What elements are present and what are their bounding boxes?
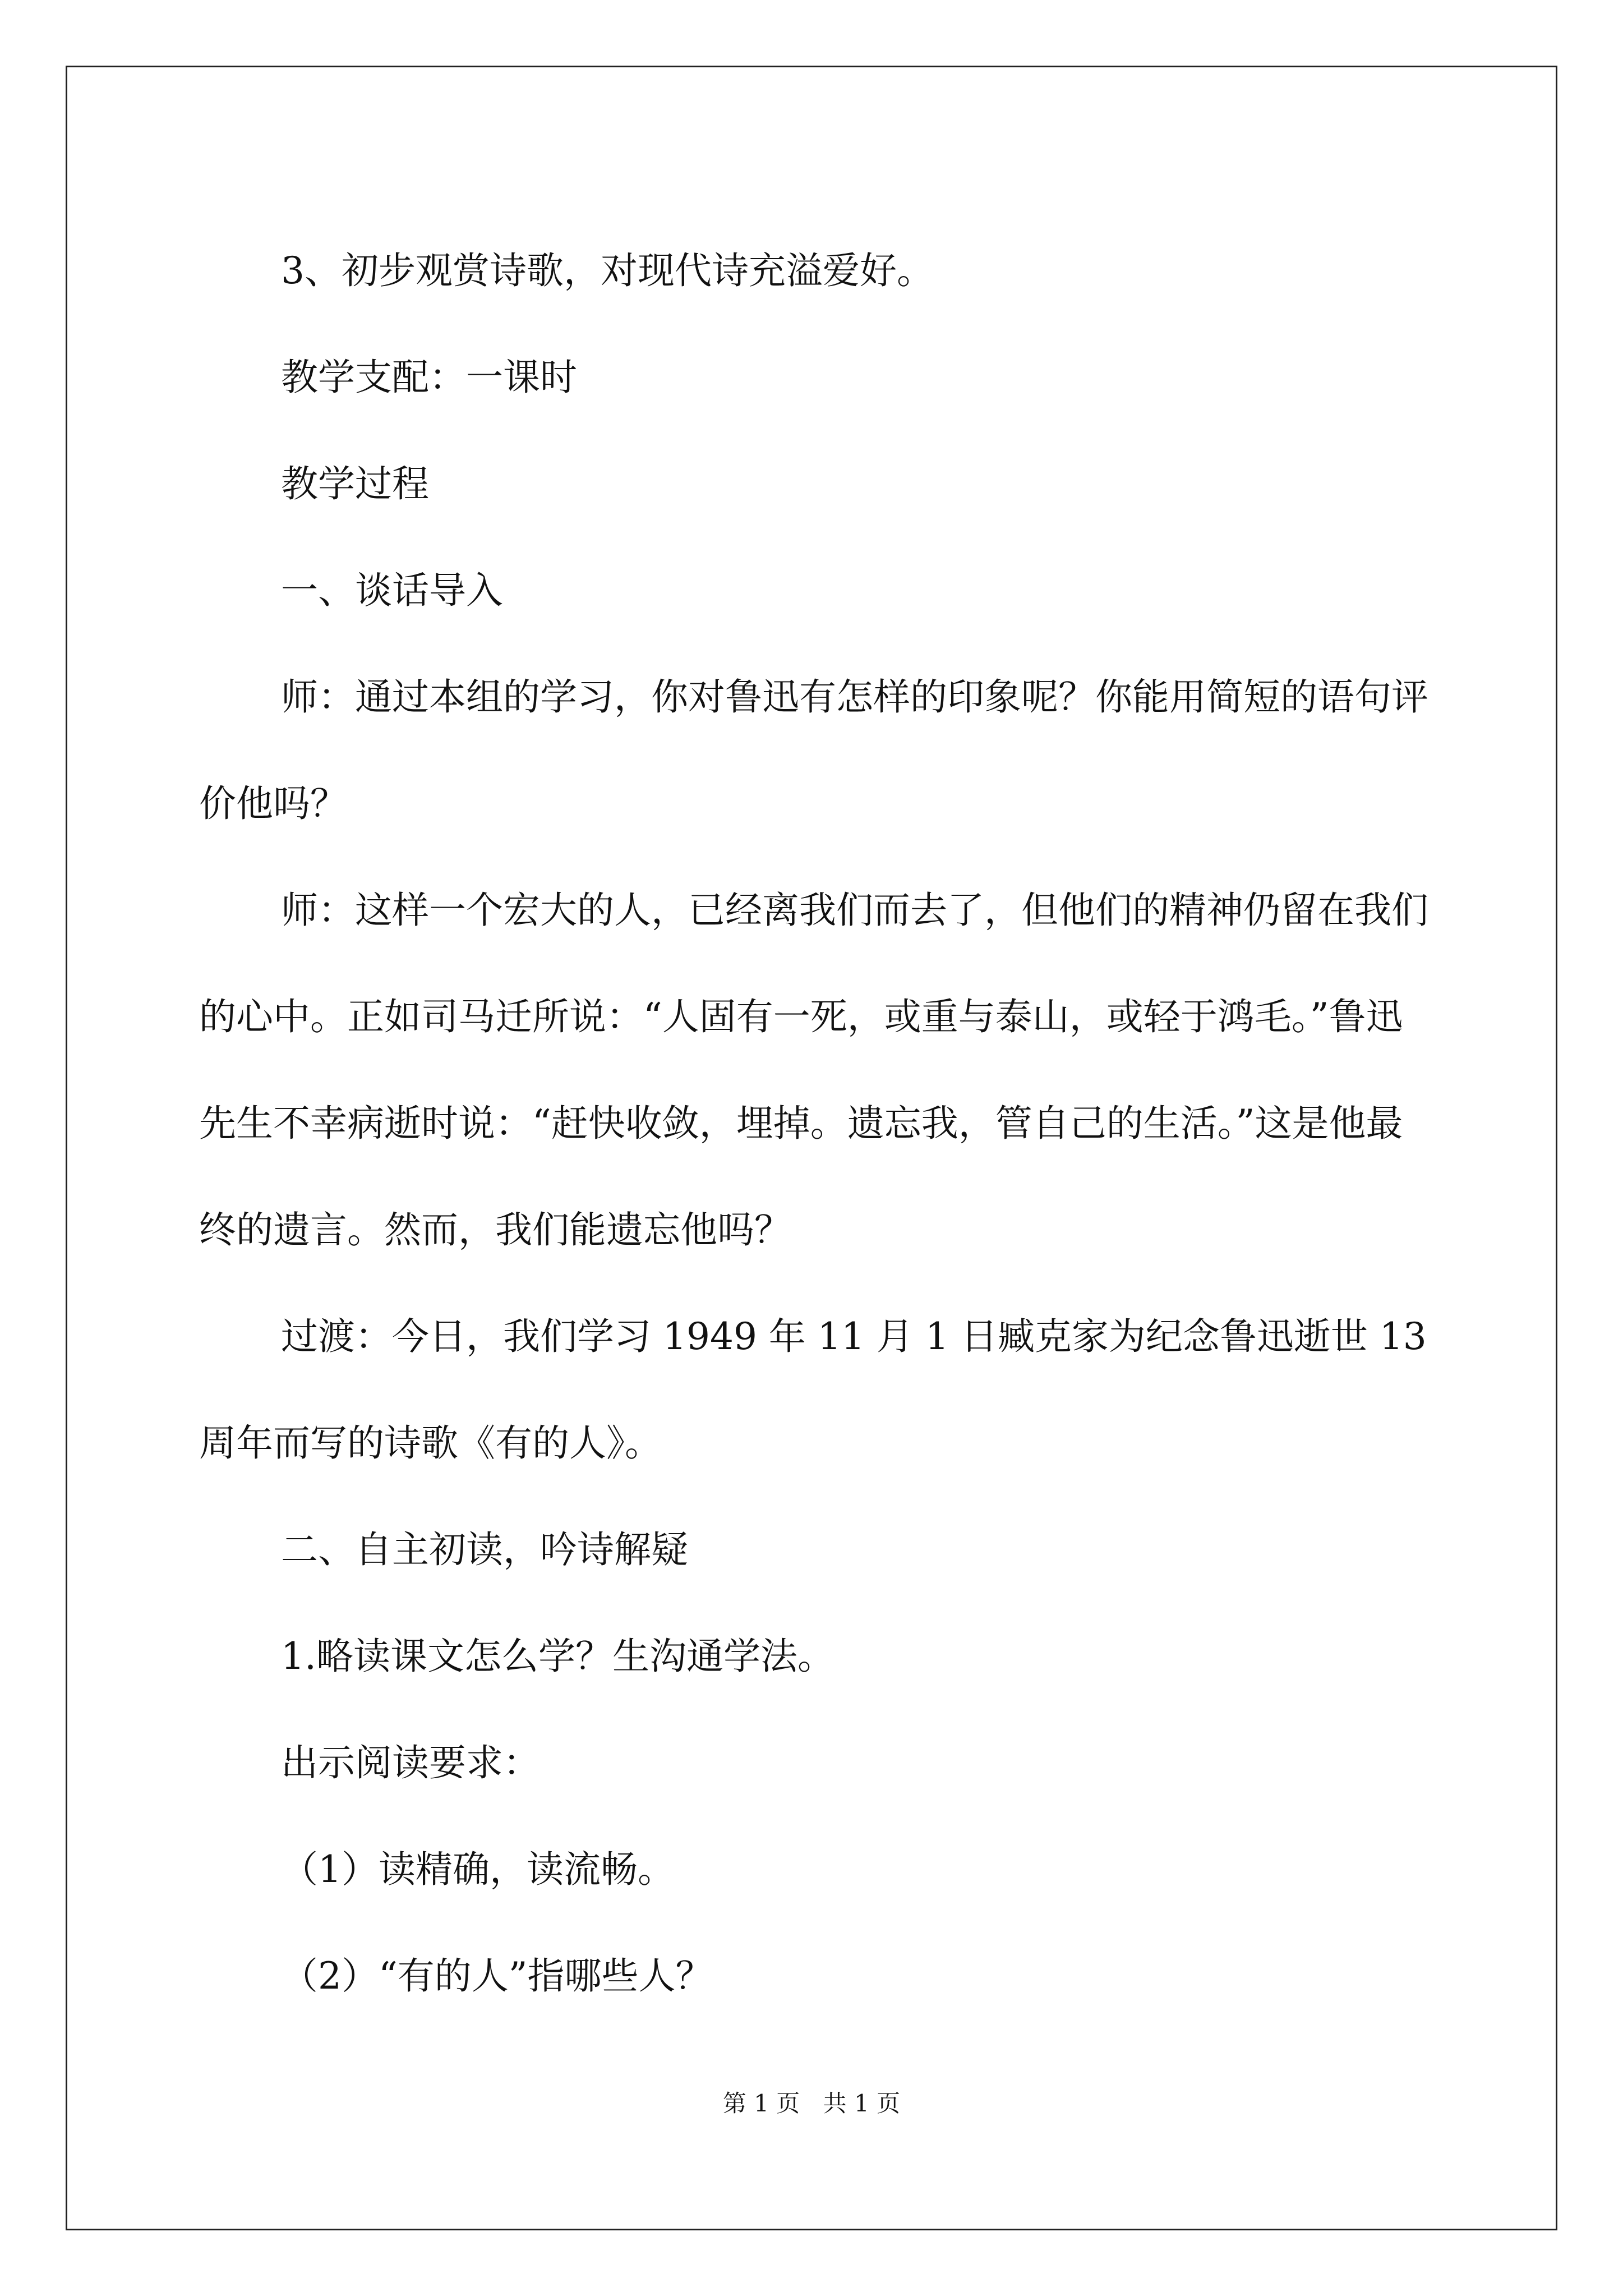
page-total: 共 1 页 — [823, 2090, 901, 2117]
paragraph-teacher-remarks: 师：这样一个宏大的人，已经离我们而去了，但他们的精神仍留在我们的心中。正如司马迁所说：“人固有一死，或重与泰山，或轻于鸿毛。”鲁迅先生不幸病逝时说：“赶快收敛，埋掉。遗忘我，管自己的生活。”这是他最终的遗言。然而，我们能遗忘他吗？ — [199, 889, 1428, 1251]
list-item-requirement-1: （1）读精确，读流畅。 — [281, 1848, 675, 1891]
list-item-requirement-2: （2）“有的人”指哪些人？ — [281, 1954, 713, 1998]
page-number: 第 1 页 — [722, 2090, 800, 2117]
paragraph-schedule: 教学支配：一课时 — [281, 356, 577, 399]
document-body — [199, 218, 1433, 2030]
heading-teaching-process: 教学过程 — [281, 462, 429, 505]
page-footer — [0, 2087, 1623, 2120]
heading-intro-talk: 一、谈话导入 — [281, 569, 503, 612]
heading-self-reading: 二、自主初读，吟诗解疑 — [281, 1528, 688, 1571]
paragraph-teacher-question: 师：通过本组的学习，你对鲁迅有怎样的印象呢？你能用简短的语句评价他吗？ — [199, 675, 1428, 825]
paragraph-reading-requirements: 出示阅读要求： — [281, 1741, 540, 1784]
paragraph-transition: 过渡：今日，我们学习 1949 年 11 月 1 日臧克家为纪念鲁迅逝世 13 周年而写的诗歌《有的人》。 — [199, 1315, 1427, 1465]
paragraph-goal-3: 3、初步观赏诗歌，对现代诗充溢爱好。 — [281, 249, 934, 292]
paragraph-skim-method: 1.略读课文怎么学？生沟通学法。 — [281, 1635, 834, 1678]
